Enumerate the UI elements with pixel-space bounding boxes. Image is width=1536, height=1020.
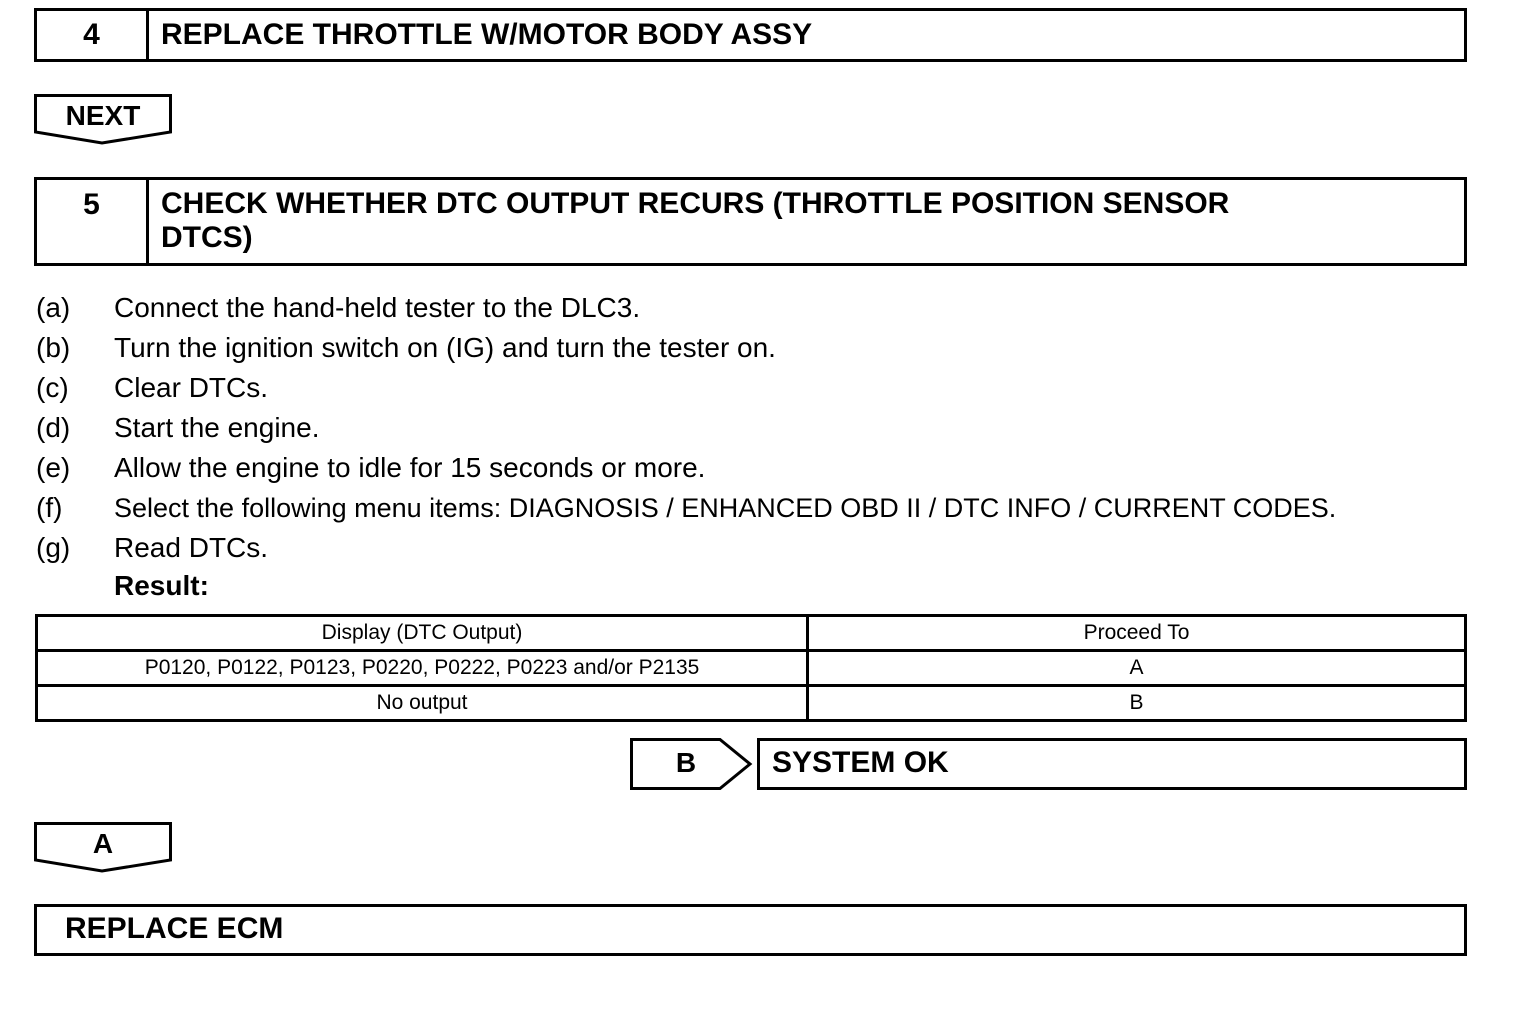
next-tag (34, 94, 172, 146)
table-cell: P0120, P0122, P0123, P0220, P0222, P0223 and/or P2135 (37, 651, 808, 686)
table-cell: A (808, 651, 1466, 686)
step-number: 5 (37, 180, 149, 263)
outcome-text: SYSTEM OK (772, 746, 949, 779)
list-item: (e) Allow the engine to idle for 15 seconds or more. (36, 452, 706, 483)
list-item: (g) Read DTCs. (36, 532, 269, 563)
column-header: Display (DTC Output) (37, 616, 808, 651)
list-item: (d) Start the engine. (36, 412, 320, 443)
result-label: Result: (114, 570, 209, 601)
list-item: (f) Select the following menu items: DIAGNOSIS / ENHANCED OBD II / DTC INFO / CURRENT CODES. (36, 492, 1337, 523)
replace-ecm-box (34, 904, 1467, 956)
step-title (149, 180, 1229, 263)
system-ok-box (757, 738, 1467, 790)
list-item: (c) Clear DTCs. (36, 372, 269, 403)
step-title: REPLACE THROTTLE W/MOTOR BODY ASSY (161, 18, 813, 51)
next-label: NEXT (65, 100, 141, 131)
branch-a-label: A (92, 828, 114, 859)
result-table (35, 614, 1467, 722)
branch-a-tag (34, 822, 172, 874)
table-cell: No output (37, 686, 808, 721)
branch-b-label: B (675, 747, 697, 778)
table-header-row (37, 616, 1466, 651)
procedure-list (36, 288, 1336, 568)
list-item: (a) Connect the hand-held tester to the DLC3. (36, 292, 641, 323)
table-cell: B (808, 686, 1466, 721)
column-header: Proceed To (808, 616, 1466, 651)
step-5-header (34, 177, 1467, 266)
list-item: (b) Turn the ignition switch on (IG) and turn the tester on. (36, 332, 776, 363)
branch-b-tag (630, 738, 754, 790)
step-title-line-1: CHECK WHETHER DTC OUTPUT RECURS (THROTTLE POSITION SENSOR (161, 187, 1230, 220)
step-4-header (34, 8, 1467, 62)
step-title-line-2: DTCS) (161, 221, 253, 254)
step-number: 4 (37, 11, 149, 59)
table-row (37, 686, 1466, 721)
final-action-text: REPLACE ECM (65, 912, 284, 945)
table-row (37, 651, 1466, 686)
